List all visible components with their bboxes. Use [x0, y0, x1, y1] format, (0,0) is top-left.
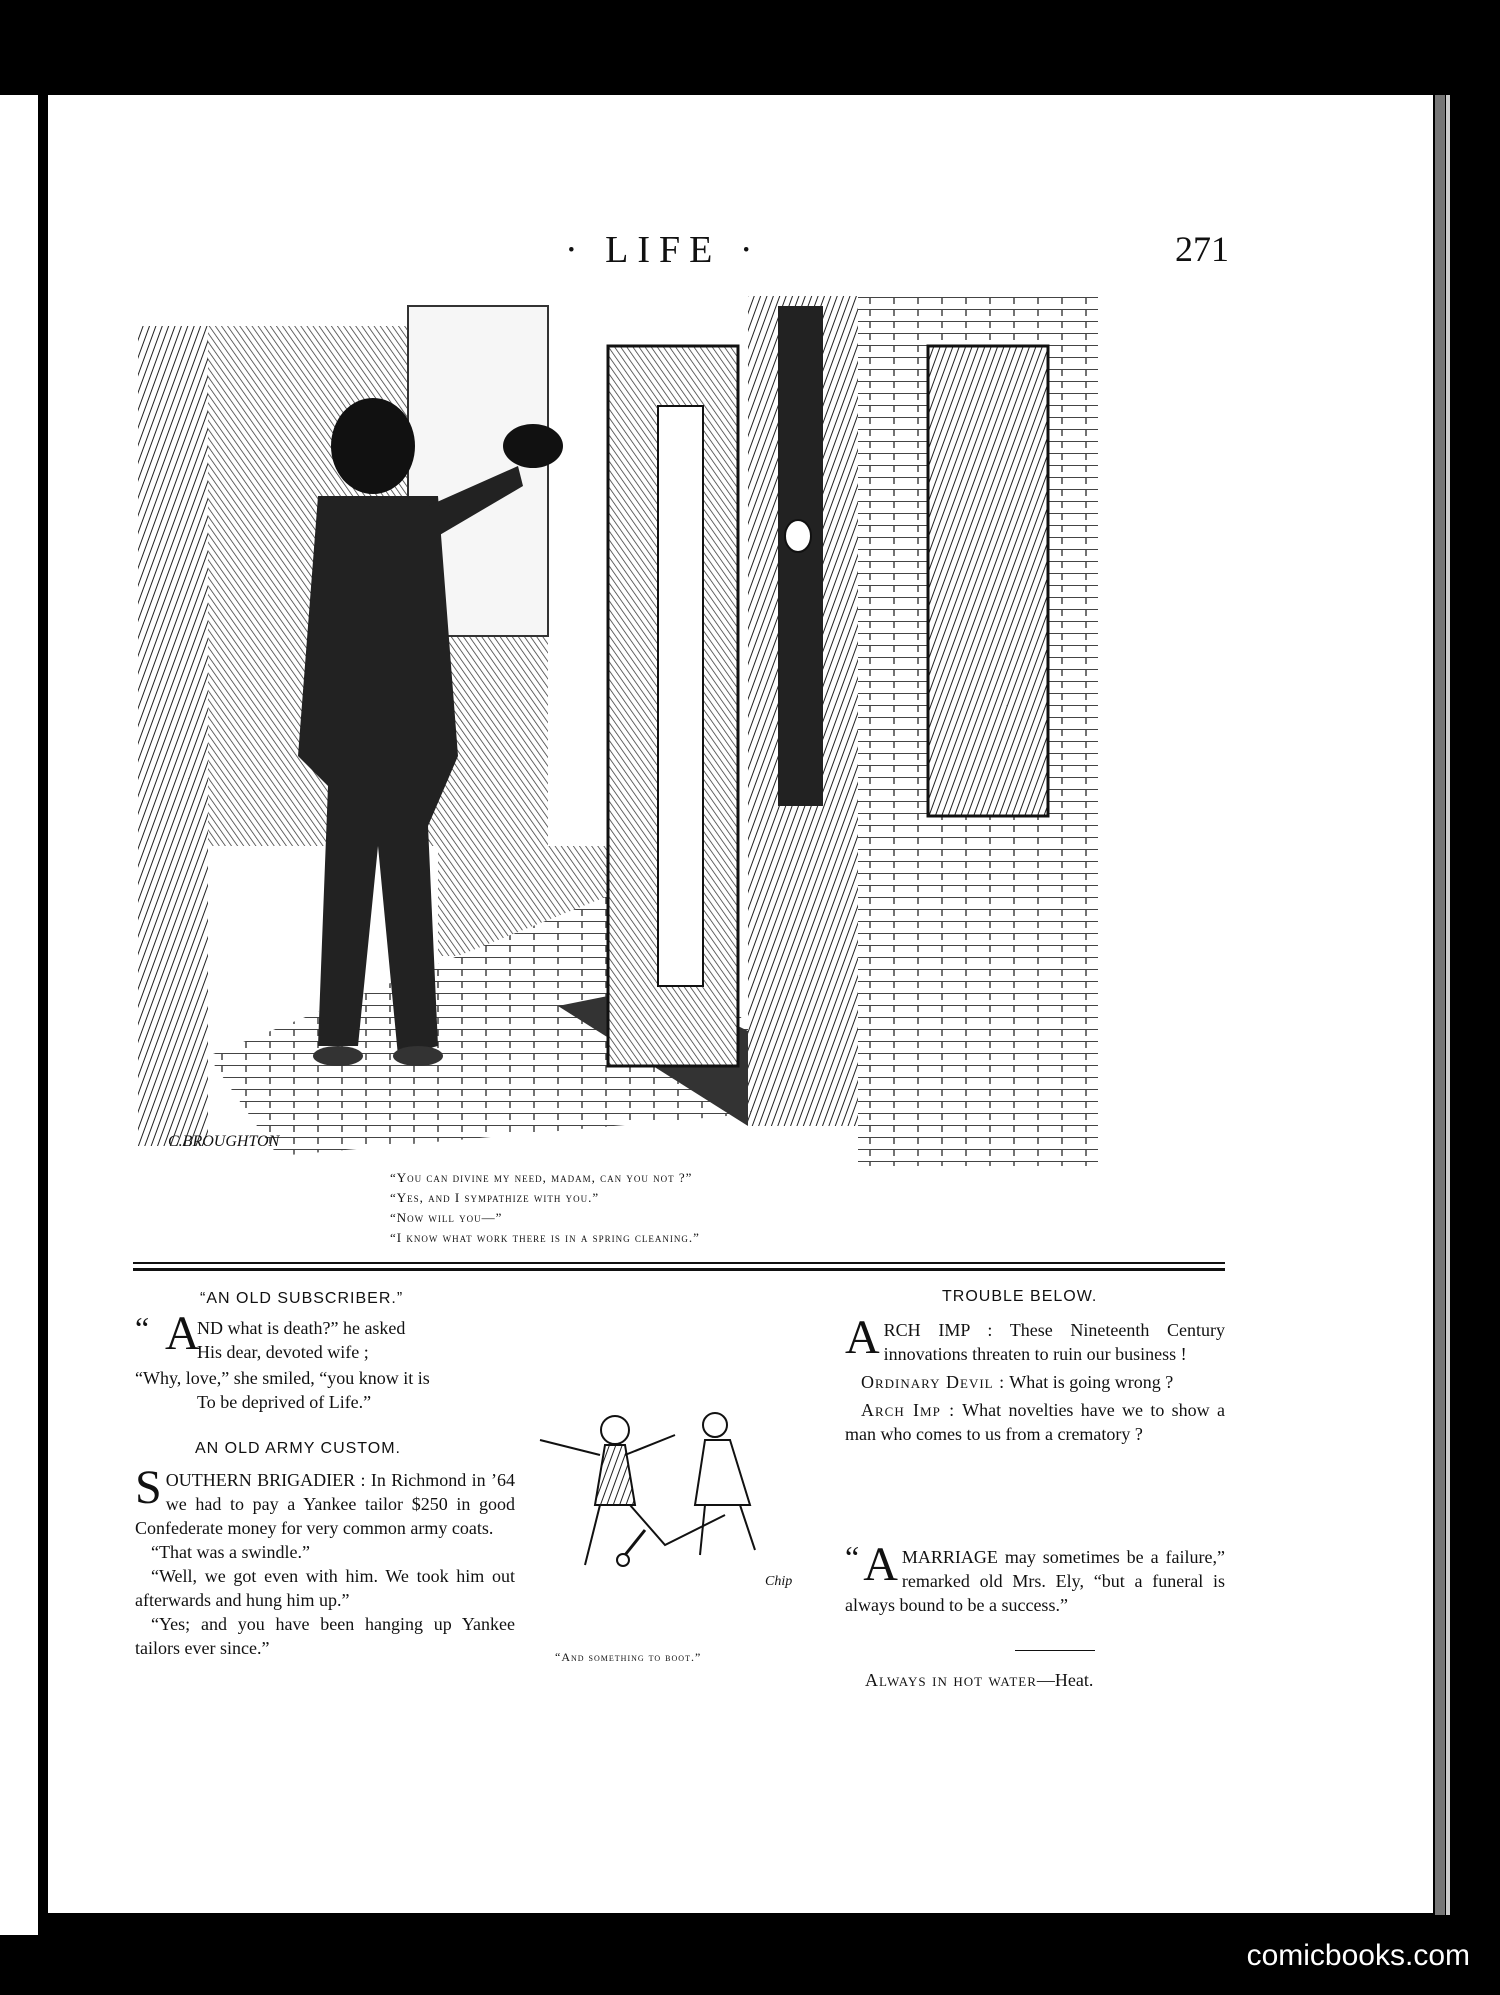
dropcap: A [165, 1307, 200, 1360]
shutter [928, 346, 1048, 816]
paragraph: may sometimes be a failure,” remarked old Mrs. Ely, “but a funeral is always bound to be a success.” [845, 1547, 1225, 1615]
poem-line: His dear, devoted wife ; [197, 1342, 369, 1362]
quip-lead: Always in hot water [865, 1670, 1037, 1690]
headline-trouble-below: TROUBLE BELOW. [942, 1288, 1098, 1305]
paragraph: In Richmond in ’64 we had to pay a Yankee tailor $250 in good Confederate money for very common army coats. [135, 1470, 515, 1538]
quip-tail: —Heat. [1036, 1670, 1094, 1690]
speaker: Arch Imp : [861, 1400, 956, 1420]
headline-old-subscriber: “AN OLD SUBSCRIBER.” [200, 1290, 404, 1307]
watermark: comicbooks.com [1246, 1939, 1470, 1972]
short-rule [1015, 1650, 1095, 1651]
article-marriage [845, 1538, 1225, 1617]
main-illustration [138, 286, 1098, 1166]
speaker: Ordinary Devil : [861, 1372, 1006, 1392]
paragraph: What is going wrong ? [1009, 1372, 1174, 1392]
speaker: OUTHERN BRIGADIER : [165, 1470, 366, 1490]
dropcap: A [863, 1538, 898, 1591]
caption-line: “Now will you—” [390, 1210, 503, 1225]
side-window [778, 306, 823, 806]
page-edge-shadow [1435, 95, 1445, 1915]
caption-line: “You can divine my need, madam, can you not ?” [390, 1170, 693, 1185]
section-rule [133, 1268, 1225, 1271]
paragraph: What novelties have we to show a man who comes to us from a crematory ? [845, 1400, 1225, 1444]
masthead-title: · LIFE · [565, 229, 762, 271]
left-wall [138, 326, 208, 1146]
paragraph: These Nineteenth Century innovations threaten to ruin our business ! [883, 1320, 1225, 1364]
article-trouble-below [845, 1311, 1225, 1446]
woman-face [785, 520, 811, 552]
cartoonist-signature: Chip [765, 1574, 793, 1589]
paragraph: “That was a swindle.” [151, 1542, 310, 1562]
poem-line: ND what is death?” he asked [197, 1318, 406, 1338]
dropcap: A [845, 1311, 880, 1364]
door-panel [658, 406, 703, 986]
lead-word: MARRIAGE [901, 1547, 998, 1567]
poem-line: “Why, love,” she smiled, “you know it is [135, 1368, 430, 1388]
speaker: RCH IMP : [883, 1320, 993, 1340]
page-number: 271 [1175, 229, 1229, 269]
dropcap: S [135, 1461, 162, 1514]
page-edge-highlight [1446, 95, 1450, 1915]
caption-line: “Yes, and I sympathize with you.” [390, 1190, 600, 1205]
poem-line: To be deprived of Life.” [197, 1392, 372, 1412]
caption-line: “I know what work there is in a spring cleaning.” [390, 1230, 700, 1245]
gutter-rule [38, 95, 42, 1935]
open-quote: “ [135, 1310, 150, 1346]
headline-army-custom: AN OLD ARMY CUSTOM. [195, 1440, 401, 1457]
previous-page-edge [0, 95, 40, 1935]
small-cartoon-caption: “And something to boot.” [555, 1650, 702, 1664]
small-cartoon [525, 1395, 805, 1595]
section-rule [133, 1262, 1225, 1264]
article-army-custom [135, 1461, 515, 1660]
paragraph: “Yes; and you have been hanging up Yankee tailors ever since.” [135, 1614, 515, 1658]
quip-hot-water [865, 1668, 1093, 1692]
artist-signature: C.BROUGHTON [168, 1133, 280, 1150]
paragraph: “Well, we got even with him. We took him out afterwards and hung him up.” [135, 1566, 515, 1610]
open-quote: “ [845, 1539, 860, 1575]
